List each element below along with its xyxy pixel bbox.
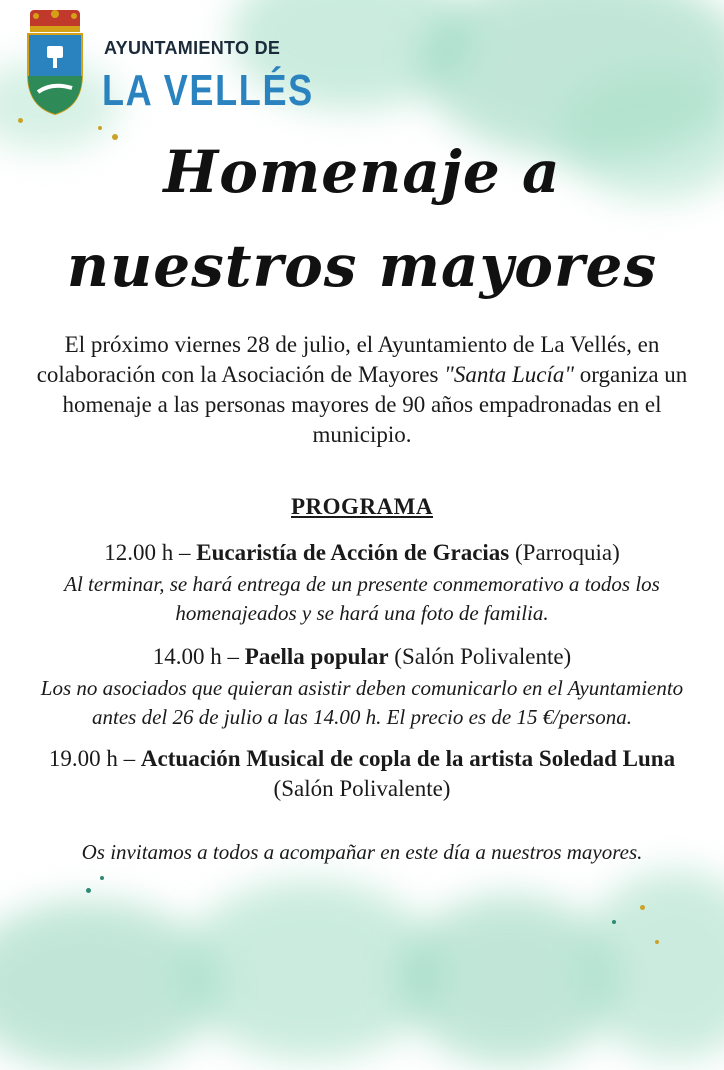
intro-text-before: El próximo viernes 28 de julio, el Ayuntamiento de La Vellés, en colaboración con la Asociación de Mayores [36,332,660,387]
intro-text-after: organiza un homenaje a las personas mayores de 90 años empadronadas en el municipio. [62,362,688,447]
title-line-1: Homenaje a [163,138,561,206]
program-item-1-note: Al terminar, se hará entrega de un presente conmemorativo a todos los homenajeados y se hará una foto de familia. [64,572,660,625]
program-item-place: (Parroquia) [509,540,620,565]
program-item-separator: – [221,644,245,669]
program-item-time: 14.00 h [152,644,222,669]
program-item-title: Eucaristía de Acción de Gracias [196,540,510,565]
intro-paragraph [30,330,694,450]
logo-town-name: LA VELLÉS [102,66,314,115]
program-item-1 [24,538,700,568]
program-item-2 [24,642,700,672]
program-heading: PROGRAMA [291,494,433,519]
program-item-title: Paella popular [244,644,389,669]
program-item-place: (Salón Polivalente) [273,776,451,801]
program-item-place: (Salón Polivalente) [388,644,572,669]
program-item-separator: – [173,540,197,565]
program-item-time: 12.00 h [104,540,174,565]
program-item-3 [24,744,700,804]
program-item-separator: – [117,746,141,771]
program-item-time: 19.00 h [48,746,118,771]
closing-invitation: Os invitamos a todos a acompañar en este día a nuestros mayores. [81,840,643,864]
coat-of-arms-icon [22,8,88,116]
title-line-2: nuestros mayores [66,232,658,300]
program-item-2-note: Los no asociados que quieran asistir deben comunicarlo en el Ayuntamiento antes del 26 de julio a las 14.00 h. El precio es de 15 €/persona. [40,676,684,729]
town-hall-logo [22,8,314,120]
association-name: "Santa Lucía" [444,362,575,387]
program-item-title: Actuación Musical de copla de la artista Soledad Luna [140,746,676,771]
logo-line-1: AYUNTAMIENTO DE [104,38,281,58]
